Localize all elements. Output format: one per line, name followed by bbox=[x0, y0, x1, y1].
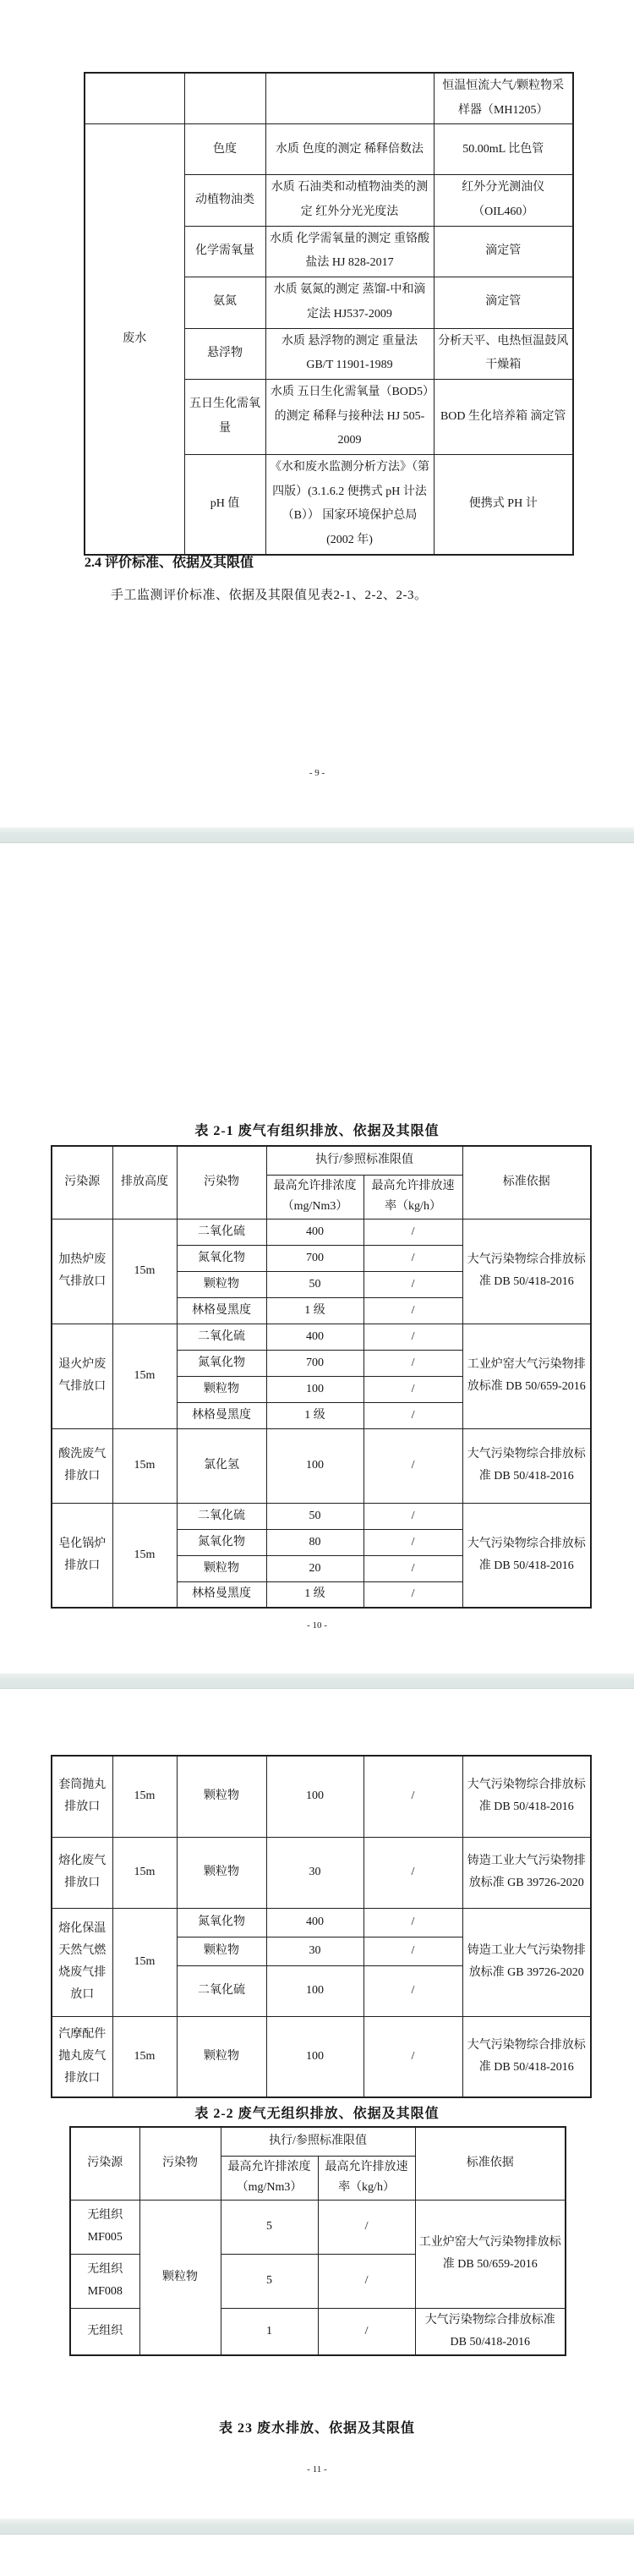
cell-conc: 1 级 bbox=[266, 1581, 363, 1608]
cell-method: 水质 悬浮物的测定 重量法 GB/T 11901-1989 bbox=[265, 328, 434, 379]
cell-pollutant: 颗粒物 bbox=[177, 1271, 266, 1297]
cell-rate: / bbox=[318, 2200, 415, 2254]
cell-source: 无组织 bbox=[70, 2308, 139, 2355]
body-paragraph: 手工监测评价标准、依据及其限值见表2-1、2-2、2-3。 bbox=[111, 589, 428, 602]
cell-category: 废水 bbox=[85, 124, 184, 555]
table-row bbox=[52, 1837, 591, 1908]
cell-source: 酸洗废气排放口 bbox=[52, 1428, 112, 1503]
cell-rate: / bbox=[363, 1529, 462, 1555]
cell-height: 15m bbox=[112, 1503, 177, 1608]
cell-instrument: 恒温恒流大气/颗粒物采样器（MH1205） bbox=[434, 73, 573, 124]
cell-method: 水质 氨氮的测定 蒸馏-中和滴定法 HJ537-2009 bbox=[265, 277, 434, 328]
cell-method: 《水和废水监测分析方法》（第四版）(3.1.6.2 便携式 pH 计法（B）） 国家环境保护总局(2002 年) bbox=[265, 454, 434, 554]
cell-rate: / bbox=[363, 1908, 462, 1937]
header-source: 污染源 bbox=[70, 2127, 139, 2200]
cell-source: 汽摩配件抛丸废气排放口 bbox=[52, 2016, 112, 2097]
cell-source: 退火炉废气排放口 bbox=[52, 1324, 112, 1428]
cell-instrument: 50.00mL 比色管 bbox=[434, 124, 573, 175]
cell-pollutant: 颗粒物 bbox=[139, 2200, 221, 2355]
cell-source: 熔化保温天然气燃烧废气排放口 bbox=[52, 1908, 112, 2016]
cell-param: pH 值 bbox=[184, 454, 265, 554]
cell-height: 15m bbox=[112, 2016, 177, 2097]
cell-pollutant: 氯化氢 bbox=[177, 1428, 266, 1503]
cell-pollutant: 氮氧化物 bbox=[177, 1350, 266, 1376]
cell-height: 15m bbox=[112, 1324, 177, 1428]
cell-source: 熔化废气排放口 bbox=[52, 1837, 112, 1908]
cell-rate: / bbox=[363, 1756, 462, 1837]
cell-rate: / bbox=[363, 1245, 462, 1271]
page-separator bbox=[0, 827, 634, 844]
table-2-2-fugitive-emissions bbox=[69, 2126, 566, 2356]
cell-basis: 大气污染物综合排放标准 DB 50/418-2016 bbox=[415, 2308, 566, 2355]
cell-param: 化学需氧量 bbox=[184, 226, 265, 277]
cell-source: 无组织 MF008 bbox=[70, 2254, 139, 2308]
table-row bbox=[52, 1324, 591, 1350]
cell-source: 套筒抛丸排放口 bbox=[52, 1756, 112, 1837]
cell-conc: 100 bbox=[266, 2016, 363, 2097]
cell-empty bbox=[85, 73, 184, 124]
cell-height: 15m bbox=[112, 1756, 177, 1837]
table-row bbox=[52, 2016, 591, 2097]
cell-empty bbox=[265, 73, 434, 124]
cell-method: 水质 石油类和动植物油类的测定 红外分光光度法 bbox=[265, 175, 434, 226]
cell-param: 氨氮 bbox=[184, 277, 265, 328]
cell-param: 悬浮物 bbox=[184, 328, 265, 379]
cell-basis: 大气污染物综合排放标准 DB 50/418-2016 bbox=[462, 1428, 591, 1503]
table-row bbox=[70, 2200, 566, 2254]
cell-rate: / bbox=[363, 1219, 462, 1245]
cell-conc: 700 bbox=[266, 1350, 363, 1376]
table-2-2-title: 表 2-2 废气无组织排放、依据及其限值 bbox=[194, 2107, 440, 2121]
table-row bbox=[85, 124, 573, 175]
cell-pollutant: 颗粒物 bbox=[177, 1376, 266, 1402]
cell-basis: 工业炉窑大气污染物排放标准 DB 50/659-2016 bbox=[462, 1324, 591, 1428]
cell-basis: 大气污染物综合排放标准 DB 50/418-2016 bbox=[462, 2016, 591, 2097]
header-basis: 标准依据 bbox=[462, 1146, 591, 1219]
cell-basis: 铸造工业大气污染物排放标准 GB 39726-2020 bbox=[462, 1837, 591, 1908]
cell-instrument: BOD 生化培养箱 滴定管 bbox=[434, 379, 573, 454]
cell-rate: / bbox=[363, 1402, 462, 1428]
cell-basis: 工业炉窑大气污染物排放标准 DB 50/659-2016 bbox=[415, 2200, 566, 2308]
table-row bbox=[52, 1908, 591, 1937]
page-number-10: - 10 - bbox=[307, 1620, 327, 1631]
cell-conc: 30 bbox=[266, 1837, 363, 1908]
cell-instrument: 分析天平、电热恒温鼓风干燥箱 bbox=[434, 328, 573, 379]
cell-source: 皂化锅炉排放口 bbox=[52, 1503, 112, 1608]
cell-height: 15m bbox=[112, 1428, 177, 1503]
cell-method: 水质 色度的测定 稀释倍数法 bbox=[265, 124, 434, 175]
section-heading-2-4: 2.4 评价标准、依据及其限值 bbox=[85, 556, 254, 570]
page-separator bbox=[0, 2518, 634, 2535]
cell-conc: 1 级 bbox=[266, 1402, 363, 1428]
cell-basis: 铸造工业大气污染物排放标准 GB 39726-2020 bbox=[462, 1908, 591, 2016]
cell-empty bbox=[184, 73, 265, 124]
cell-rate: / bbox=[363, 1297, 462, 1324]
cell-rate: / bbox=[363, 1555, 462, 1581]
cell-conc: 100 bbox=[266, 1428, 363, 1503]
cell-rate: / bbox=[363, 2016, 462, 2097]
header-limits: 执行/参照标准限值 bbox=[266, 1146, 462, 1175]
cell-conc: 80 bbox=[266, 1529, 363, 1555]
cell-param: 动植物油类 bbox=[184, 175, 265, 226]
cell-pollutant: 氮氧化物 bbox=[177, 1908, 266, 1937]
table-row bbox=[52, 1503, 591, 1529]
cell-conc: 50 bbox=[266, 1503, 363, 1529]
cell-instrument: 便携式 PH 计 bbox=[434, 454, 573, 554]
header-max-conc: 最高允许排浓度（mg/Nm3） bbox=[266, 1175, 363, 1219]
table-2-3-title: 表 23 废水排放、依据及其限值 bbox=[218, 2421, 415, 2436]
table-2-1-continued bbox=[51, 1755, 592, 2098]
cell-instrument: 滴定管 bbox=[434, 226, 573, 277]
header-limits: 执行/参照标准限值 bbox=[221, 2127, 415, 2156]
table-2-1-organized-emissions bbox=[51, 1145, 592, 1609]
cell-rate: / bbox=[318, 2308, 415, 2355]
cell-rate: / bbox=[363, 1837, 462, 1908]
cell-instrument: 红外分光测油仪（OIL460） bbox=[434, 175, 573, 226]
cell-conc: 700 bbox=[266, 1245, 363, 1271]
cell-rate: / bbox=[363, 1324, 462, 1350]
cell-conc: 1 级 bbox=[266, 1297, 363, 1324]
cell-pollutant: 二氧化硫 bbox=[177, 1324, 266, 1350]
header-pollutant: 污染物 bbox=[177, 1146, 266, 1219]
cell-conc: 30 bbox=[266, 1937, 363, 1965]
header-source: 污染源 bbox=[52, 1146, 112, 1219]
cell-pollutant: 颗粒物 bbox=[177, 1756, 266, 1837]
table-row bbox=[52, 1219, 591, 1245]
cell-rate: / bbox=[363, 1965, 462, 2016]
cell-rate: / bbox=[363, 1428, 462, 1503]
cell-method: 水质 五日生化需氧量（BOD5）的测定 稀释与接种法 HJ 505-2009 bbox=[265, 379, 434, 454]
cell-conc: 400 bbox=[266, 1219, 363, 1245]
header-max-rate: 最高允许排放速率（kg/h） bbox=[318, 2156, 415, 2200]
header-pollutant: 污染物 bbox=[139, 2127, 221, 2200]
cell-basis: 大气污染物综合排放标准 DB 50/418-2016 bbox=[462, 1756, 591, 1837]
cell-basis: 大气污染物综合排放标准 DB 50/418-2016 bbox=[462, 1219, 591, 1324]
header-basis: 标准依据 bbox=[415, 2127, 566, 2200]
cell-pollutant: 氮氧化物 bbox=[177, 1245, 266, 1271]
cell-conc: 400 bbox=[266, 1324, 363, 1350]
table-header-row bbox=[70, 2127, 566, 2156]
cell-pollutant: 氮氧化物 bbox=[177, 1529, 266, 1555]
cell-rate: / bbox=[363, 1376, 462, 1402]
page-number-11: - 11 - bbox=[307, 2464, 327, 2475]
cell-rate: / bbox=[363, 1350, 462, 1376]
cell-rate: / bbox=[318, 2254, 415, 2308]
cell-conc: 5 bbox=[221, 2200, 318, 2254]
table-row bbox=[52, 1428, 591, 1503]
table-row bbox=[52, 1756, 591, 1837]
cell-instrument: 滴定管 bbox=[434, 277, 573, 328]
cell-conc: 400 bbox=[266, 1908, 363, 1937]
cell-rate: / bbox=[363, 1503, 462, 1529]
table-row bbox=[85, 73, 573, 124]
cell-rate: / bbox=[363, 1937, 462, 1965]
cell-pollutant: 颗粒物 bbox=[177, 1937, 266, 1965]
cell-pollutant: 林格曼黑度 bbox=[177, 1402, 266, 1428]
cell-conc: 20 bbox=[266, 1555, 363, 1581]
cell-pollutant: 颗粒物 bbox=[177, 1555, 266, 1581]
cell-param: 色度 bbox=[184, 124, 265, 175]
cell-conc: 100 bbox=[266, 1376, 363, 1402]
cell-pollutant: 二氧化硫 bbox=[177, 1219, 266, 1245]
table-2-1-title: 表 2-1 废气有组织排放、依据及其限值 bbox=[194, 1124, 440, 1138]
page-separator bbox=[0, 1673, 634, 1690]
table-header-row bbox=[52, 1146, 591, 1175]
cell-rate: / bbox=[363, 1581, 462, 1608]
cell-pollutant: 二氧化硫 bbox=[177, 1503, 266, 1529]
cell-conc: 50 bbox=[266, 1271, 363, 1297]
cell-pollutant: 林格曼黑度 bbox=[177, 1581, 266, 1608]
cell-pollutant: 二氧化硫 bbox=[177, 1965, 266, 2016]
cell-height: 15m bbox=[112, 1219, 177, 1324]
cell-source: 无组织 MF005 bbox=[70, 2200, 139, 2254]
cell-source: 加热炉废气排放口 bbox=[52, 1219, 112, 1324]
cell-conc: 100 bbox=[266, 1756, 363, 1837]
cell-basis: 大气污染物综合排放标准 DB 50/418-2016 bbox=[462, 1503, 591, 1608]
cell-param: 五日生化需氧量 bbox=[184, 379, 265, 454]
header-height: 排放高度 bbox=[112, 1146, 177, 1219]
cell-height: 15m bbox=[112, 1908, 177, 2016]
page-number-9: - 9 - bbox=[309, 768, 325, 778]
cell-conc: 5 bbox=[221, 2254, 318, 2308]
cell-rate: / bbox=[363, 1271, 462, 1297]
cell-method: 水质 化学需氧量的测定 重铬酸盐法 HJ 828-2017 bbox=[265, 226, 434, 277]
cell-pollutant: 颗粒物 bbox=[177, 1837, 266, 1908]
wastewater-methods-table bbox=[84, 72, 574, 556]
cell-pollutant: 颗粒物 bbox=[177, 2016, 266, 2097]
header-max-conc: 最高允许排浓度（mg/Nm3） bbox=[221, 2156, 318, 2200]
cell-pollutant: 林格曼黑度 bbox=[177, 1297, 266, 1324]
cell-height: 15m bbox=[112, 1837, 177, 1908]
cell-conc: 1 bbox=[221, 2308, 318, 2355]
header-max-rate: 最高允许排放速率（kg/h） bbox=[363, 1175, 462, 1219]
cell-conc: 100 bbox=[266, 1965, 363, 2016]
